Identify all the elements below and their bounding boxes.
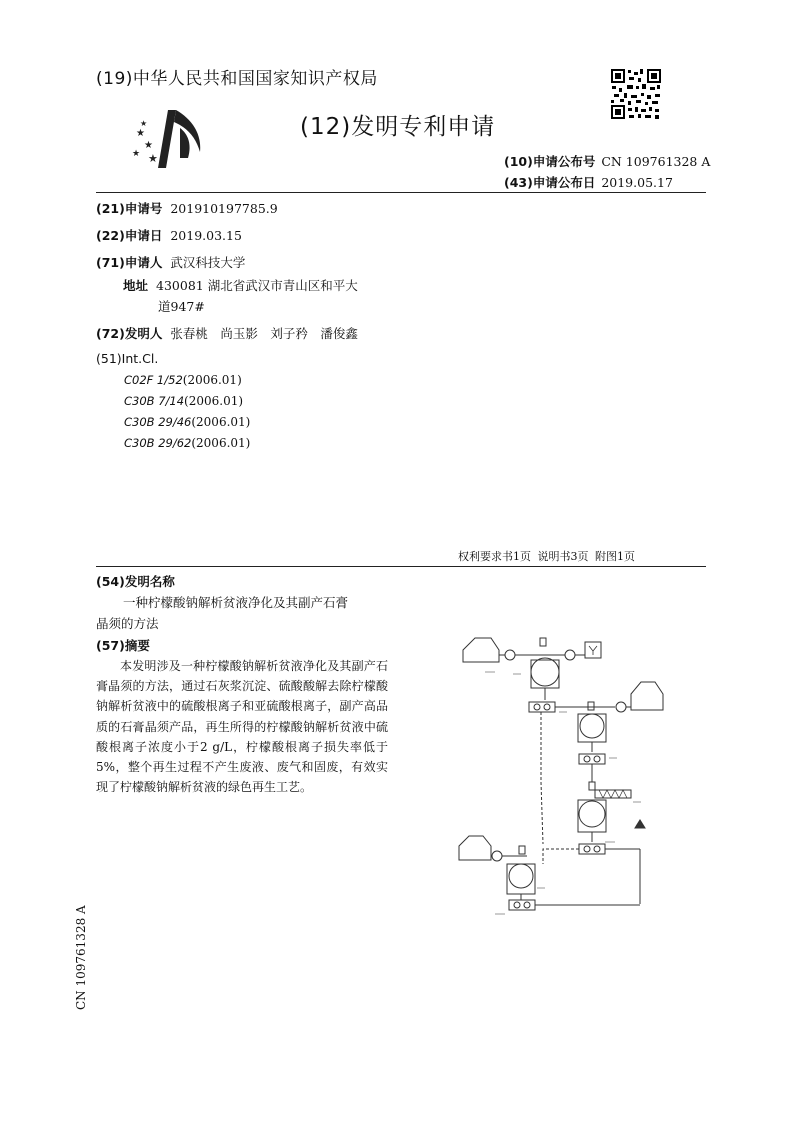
- svg-text:★: ★: [148, 152, 158, 165]
- inventors-row: (72)发明人 张春桃 尚玉影 刘子矜 潘俊鑫: [96, 326, 358, 341]
- publication-number: CN 109761328 A: [601, 154, 711, 169]
- ipc-entry: C30B 7/14(2006.01): [124, 394, 244, 408]
- inventors-label: 发明人: [124, 326, 163, 341]
- applicant-label: 申请人: [124, 255, 163, 270]
- abstract-text: 本发明涉及一种柠檬酸钠解析贫液净化及其副产石膏晶须的方法，通过石灰浆沉淀、硫酸酸解去除柠檬酸钠解析贫液中的硫酸根离子和亚硫酸根离子，副产高品质的石膏晶须产品，再生所得的柠檬酸钠解析贫液中硫酸根离子浓度小于2 g/L，柠檬酸根离子损失率低于5%，整个再生过程不产生废液、废气和固废，有效实现了柠檬酸钠解析贫液的绿色再生工艺。: [96, 659, 388, 795]
- applicant-row: (71)申请人 武汉科技大学: [96, 255, 246, 270]
- svg-text:★: ★: [136, 128, 145, 139]
- page-count-info: 权利要求书1页 说明书3页 附图1页: [458, 550, 635, 563]
- qr-code-icon: [610, 68, 662, 120]
- process-flow-figure: [455, 632, 675, 932]
- ipc-entry: C30B 29/62(2006.01): [124, 436, 251, 450]
- filing-date: 2019.03.15: [170, 228, 242, 243]
- abstract-label: (57)摘要: [96, 638, 150, 653]
- application-number-label: 申请号: [124, 201, 163, 216]
- applicant: 武汉科技大学: [170, 255, 246, 270]
- inventors: 张春桃 尚玉影 刘子矜 潘俊鑫: [170, 326, 358, 341]
- svg-text:★: ★: [132, 149, 141, 159]
- address-line-2: 道947#: [158, 299, 205, 314]
- publication-date-label: (43)申请公布日: [504, 175, 596, 190]
- side-publication-number: CN 109761328 A: [74, 905, 88, 1010]
- svg-text:★: ★: [140, 119, 148, 128]
- publication-date: 2019.05.17: [601, 175, 673, 190]
- invention-title-line-1: 一种柠檬酸钠解析贫液净化及其副产石膏: [123, 595, 349, 610]
- address-label: 地址: [123, 278, 149, 293]
- int-cl-label: (51)Int.Cl.: [96, 351, 159, 366]
- application-number-row: (21)申请号 201910197785.9: [96, 201, 278, 216]
- title-label: (54)发明名称: [96, 574, 175, 589]
- document-type: (12)发明专利申请: [300, 114, 496, 140]
- publication-number-row: [504, 152, 710, 170]
- address-row: [123, 276, 358, 294]
- divider: [96, 192, 706, 193]
- divider: [96, 566, 706, 567]
- svg-text:★: ★: [144, 140, 153, 151]
- invention-title-line-2: 晶须的方法: [96, 616, 159, 631]
- cnipa-logo-icon: [130, 108, 210, 170]
- application-number: 201910197785.9: [170, 201, 278, 216]
- publication-date-row: [504, 173, 673, 191]
- filing-date-row: (22)申请日 2019.03.15: [96, 228, 242, 243]
- filing-date-label: 申请日: [124, 228, 163, 243]
- ipc-entry: C30B 29/46(2006.01): [124, 415, 251, 429]
- address-line-1: 430081 湖北省武汉市青山区和平大: [156, 278, 358, 293]
- office-name: (19)中华人民共和国国家知识产权局: [96, 69, 378, 89]
- publication-number-label: (10)申请公布号: [504, 154, 596, 169]
- ipc-entry: C02F 1/52(2006.01): [124, 373, 242, 387]
